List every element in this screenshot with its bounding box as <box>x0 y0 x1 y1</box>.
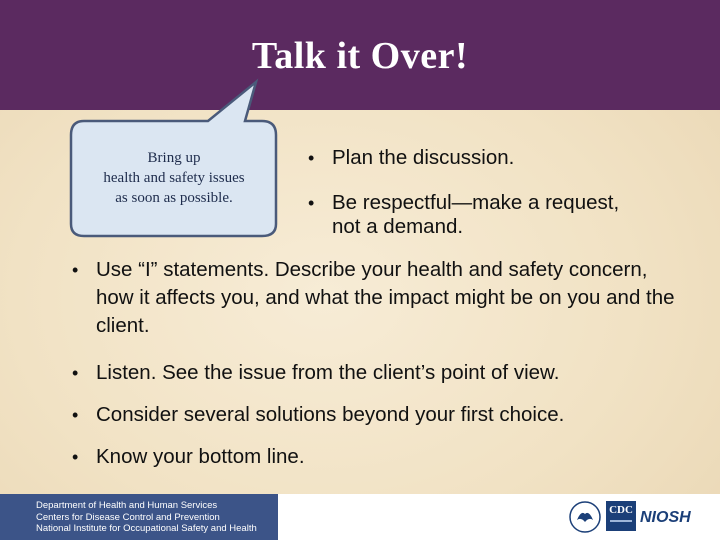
hhs-eagle-icon <box>568 500 602 534</box>
bullet-item <box>306 191 622 239</box>
bullet-marker: • <box>308 148 315 168</box>
bullet-marker: • <box>72 260 79 280</box>
cdc-logo <box>606 501 636 531</box>
bubble-line: health and safety issues <box>103 170 245 186</box>
footer-agency-text <box>36 500 257 535</box>
footer-line: Department of Health and Human Services <box>36 500 218 511</box>
footer-line: National Institute for Occupational Safety and Health <box>36 523 257 534</box>
bullet-item <box>70 361 690 385</box>
bullet-item <box>306 146 706 170</box>
bullet-item <box>70 256 676 340</box>
bullet-item <box>70 445 690 469</box>
bullet-text: Be respectful—make a request, not a demand. <box>332 191 620 238</box>
footer-agency-band <box>0 494 278 540</box>
right-bullet-list <box>306 146 706 239</box>
bullet-text: Plan the discussion. <box>332 146 515 169</box>
bullet-text: Consider several solutions beyond your first choice. <box>96 403 565 426</box>
bullet-marker: • <box>72 447 79 467</box>
footer-line: Centers for Disease Control and Prevention <box>36 511 220 523</box>
agency-logos <box>568 498 718 538</box>
bullet-marker: • <box>308 193 315 213</box>
bullet-text: Use “I” statements. Describe your health and safety concern, how it affects you, and what the impact might be on you and the client. <box>96 258 675 337</box>
bullet-text: Know your bottom line. <box>96 445 305 468</box>
cdc-label: CDC <box>609 504 633 516</box>
slide-title: Talk it Over! <box>251 35 469 77</box>
bullet-marker: • <box>72 363 79 383</box>
niosh-logo: NIOSH <box>640 509 691 526</box>
bullet-marker: • <box>72 405 79 425</box>
bubble-text <box>78 148 270 208</box>
bullet-text: Listen. See the issue from the client’s point of view. <box>96 361 560 384</box>
main-bullet-list <box>70 256 690 469</box>
cdc-logo-stripe <box>610 520 632 522</box>
bullet-item <box>70 403 690 427</box>
bubble-line: Bring up <box>147 150 201 166</box>
bubble-line: as soon as possible. <box>115 190 233 206</box>
